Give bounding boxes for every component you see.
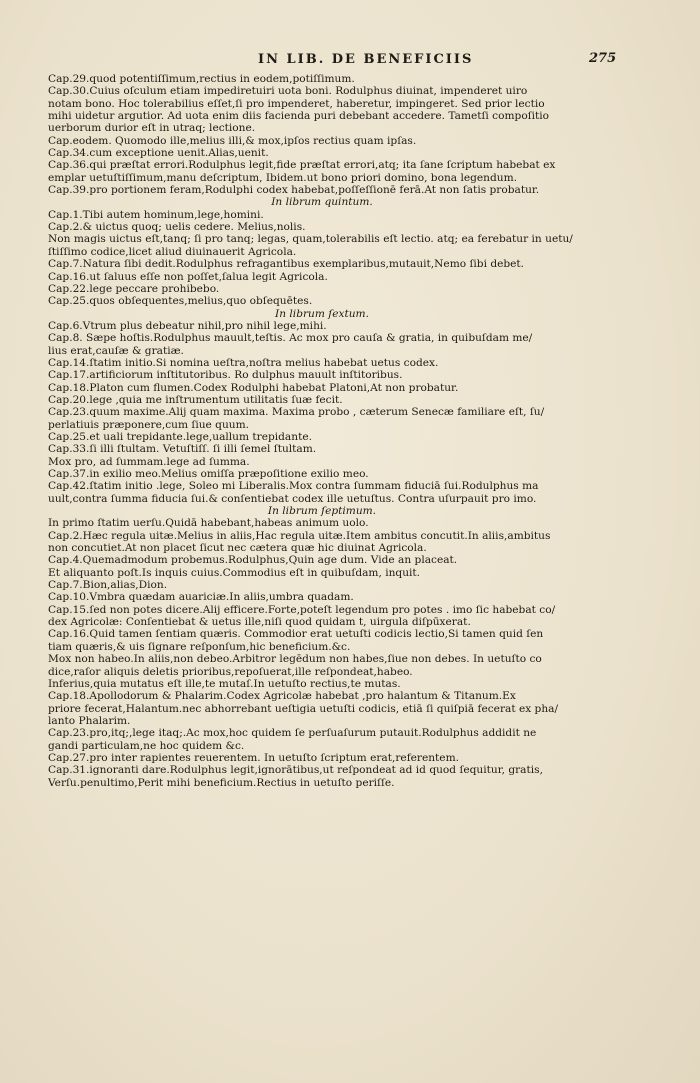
text-line: In primo ſtatim uerſu.Quidā habebant,habeas animum uolo.	[48, 517, 369, 530]
text-line: uerborum durior eſt in utraq; lectione.	[48, 122, 256, 135]
running-title: IN LIB. DE BENEFICIIS	[258, 52, 474, 67]
text-line: Cap.14.ſtatim initio.Si nomina ueſtra,noſtra melius habebat uetus codex.	[48, 356, 439, 369]
text-line: Cap.25.quos obſequentes,melius,quo obſequētes.	[48, 295, 313, 308]
text-line: Cap.23.pro,itq;,lege itaq;.Ac mox,hoc quidem ſe perſuaſurum putauit.Rodulphus addidit ne	[48, 727, 537, 740]
text-line: priore fecerat,Halantum.nec abhorrebant ueſtigia uetuſti codicis, etiā ſi quiſpiā fecerat ex pha/	[48, 702, 559, 715]
text-line: Cap.20.lege ,quia me inſtrumentum utilitatis ſuæ fecit.	[48, 393, 343, 406]
text-line: Et aliquanto poſt.Is inquis cuius.Commodius eſt in quibuſdam, inquit.	[48, 566, 421, 579]
text-line: non concutiet.At non placet ſicut nec cætera quæ hic diuinat Agricola.	[48, 542, 427, 555]
text-line: Cap.1.Tibi autem hominum,lege,homini.	[48, 208, 264, 221]
text-line: Cap.8. Sæpe hoſtis.Rodulphus mauult,teſtis. Ac mox pro cauſa & gratia, in quibuſdam me/	[48, 332, 533, 345]
text-line: Cap.15.ſed non potes dicere.Alij efficere.Forte,poteſt legendum pro potes . imo ſic habebat co/	[48, 603, 556, 616]
text-line: Cap.27.pro inter rapientes reuerentem. In uetuſto ſcriptum erat,referentem.	[48, 751, 459, 764]
text-line: Cap.30.Cuius oſculum etiam impediretuiri uota boni. Rodulphus diuinat, impenderet uiro	[48, 85, 528, 98]
text-line: uult,contra ſumma fiducia ſui.& conſentiebat codex ille uetuſtus. Contra uſurpauit pro imo.	[48, 492, 537, 505]
text-line: Non magis uictus eſt,tanq; ſi pro tanq; legas, quam,tolerabilis eſt lectio. atq; ea ferebatur in uetu/	[48, 233, 573, 246]
text-line: Cap.4.Quemadmodum probemus.Rodulphus,Quin age dum. Vide an placeat.	[48, 554, 458, 567]
text-line: Cap.10.Vmbra quædam auariciæ.In aliis,umbra quadam.	[48, 591, 354, 604]
text-line: Cap.16.ut ſaluus eſſe non poſſet,ſalua legit Agricola.	[48, 270, 328, 283]
text-line: Cap.23.quum maxime.Alij quam maxima. Maxima probo , cæterum Senecæ familiare eſt, ſu/	[48, 406, 545, 419]
section-heading: In librum quintum.	[271, 196, 373, 209]
text-line: Cap.17.artificiorum inſtitutoribus. Ro dulphus mauult inſtitoribus.	[48, 369, 403, 382]
text-line: Cap.25.et uali trepidante.lege,uallum trepidante.	[48, 430, 312, 443]
text-line: Cap.36.qui præſtat errori.Rodulphus legit,fide præſtat errori,atq; ita ſane ſcriptum habebat ex	[48, 159, 556, 172]
text-line: Cap.22.lege peccare prohibebo.	[48, 282, 220, 295]
text-line: Cap.6.Vtrum plus debeatur nihil,pro nihil lege,mihi.	[48, 319, 327, 332]
text-line: Cap.31.ignoranti dare.Rodulphus legit,ignorātibus,ut reſpondeat ad id quod ſequitur, gratis,	[48, 764, 543, 777]
text-line: Cap.33.ſi illi ſtultam. Vetuſtiſſ. ſi illi ſemel ſtultam.	[48, 443, 317, 456]
text-line: lius erat,cauſæ & gratiæ.	[48, 344, 184, 357]
text-line: Cap.7.Natura ſibi dedit.Rodulphus refragantibus exemplaribus,mutauit,Nemo ſibi debet.	[48, 258, 525, 271]
text-line: Cap.42.ſtatim initio .lege, Soleo mi Liberalis.Mox contra ſummam fiduciā ſui.Rodulphus ma	[48, 480, 539, 493]
text-line: mihi uidetur argutior. Ad uota enim diis facienda puri debebant accedere. Tametſi compoſitio	[48, 110, 550, 123]
text-line: Cap.18.Platon cum flumen.Codex Rodulphi habebat Platoni,At non probatur.	[48, 381, 459, 394]
text-line: dex Agricolæ: Conſentiebat & uetus ille,niſi quod quidam t, uirgula diſpūxerat.	[48, 616, 471, 629]
text-line: Cap.eodem. Quomodo ille,melius illi,& mox,ipſos rectius quam ipſas.	[48, 134, 417, 147]
text-line: dice,raſor aliquis deletis prioribus,repoſuerat,ille reſpondeat,habeo.	[48, 665, 413, 678]
text-line: lanto Phalarim.	[48, 714, 131, 727]
text-line: tiam quæris,& uis ſignare reſponſum,hic beneficium.&c.	[48, 640, 351, 653]
text-line: Cap.18.Apollodorum & Phalarim.Codex Agricolæ habebat ,pro halantum & Titanum.Ex	[48, 690, 516, 703]
page-number: 275	[589, 51, 617, 66]
text-line: Cap.2.Hæc regula uitæ.Melius in aliis,Hac regula uitæ.Item ambitus concutit.In aliis,ambitus	[48, 529, 551, 542]
text-line: Mox non habeo.In aliis,non debeo.Arbitror legēdum non habes,ſiue non debes. In uetuſto co	[48, 653, 542, 666]
text-line: Cap.2.& uictus quoq; uelis cedere. Melius,nolis.	[48, 221, 306, 234]
text-line: ſtiſſimo codice,licet aliud diuinauerit Agricola.	[48, 245, 297, 258]
text-line: Cap.7.Bion,alias,Dion.	[48, 579, 168, 592]
text-line: gandi particulam,ne hoc quidem &c.	[48, 739, 245, 752]
text-line: Verſu.penultimo,Perit mihi beneficium.Rectius in uetuſto periſſe.	[48, 776, 395, 789]
text-line: Cap.16.Quid tamen ſentiam quæris. Commodior erat uetuſti codicis lectio,Si tamen quid ſen	[48, 628, 544, 641]
text-line: Inferius,quia mutatus eſt ille,te mutaſ.In uetuſto rectius,te mutas.	[48, 677, 401, 690]
text-line: Cap.39.pro portionem feram,Rodulphi codex habebat,poſſeſſionē ferā.At non ſatis probatur.	[48, 184, 540, 197]
text-line: emplar uetuſtiſſimum,manu deſcriptum, Ibidem.ut bono priori domino, bona legendum.	[48, 171, 518, 184]
running-head	[0, 52, 700, 72]
text-line: notam bono. Hoc tolerabilius eſſet,ſi pro impenderet, haberetur, impingeret. Sed prior lectio	[48, 97, 545, 110]
section-heading: In librum ſeptimum.	[267, 505, 377, 518]
text-line: Cap.29.quod potentiſſimum,rectius in eodem,potiſſimum.	[48, 73, 355, 85]
text-line: Cap.34.cum exceptione uenit.Alias,uenit.	[48, 147, 269, 160]
text-line: Mox pro, ad ſummam.lege ad ſumma.	[48, 455, 250, 468]
text-line: perlatiuis præponere,cum ſiue quum.	[48, 418, 250, 431]
text-block	[48, 73, 596, 789]
section-heading: In librum ſextum.	[275, 307, 369, 320]
text-line: Cap.37.in exilio meo.Melius omiſſa præpoſitione exilio meo.	[48, 468, 369, 480]
